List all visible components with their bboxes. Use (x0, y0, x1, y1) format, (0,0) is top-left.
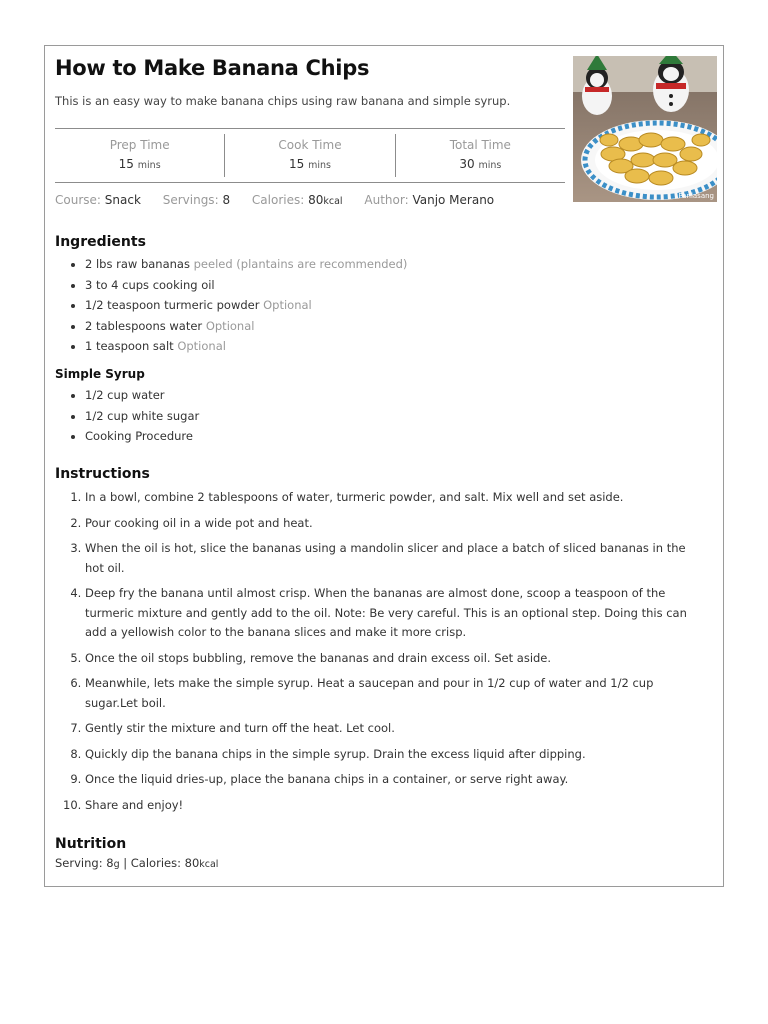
instruction-step: 7. Gently stir the mixture and turn off the heat. Let cool. (85, 719, 700, 739)
course-value: Snack (104, 193, 141, 207)
instruction-step: 9. Once the liquid dries-up, place the banana chips in a container, or serve right away. (85, 770, 700, 790)
ingredient-text: 1 teaspoon salt (85, 339, 174, 353)
instruction-step: 3. When the oil is hot, slice the bananas using a mandolin slicer and place a batch of sliced bananas in the hot oil. (85, 539, 700, 578)
nutrition-calories-label: Calories: (130, 856, 181, 870)
total-time (395, 134, 565, 177)
serving-unit: g (113, 859, 120, 870)
prep-time-unit: mins (137, 160, 161, 171)
ingredient-item (85, 275, 407, 296)
instruction-step: 5. Once the oil stops bubbling, remove the bananas and drain excess oil. Set aside. (85, 649, 700, 669)
ingredients-section (55, 234, 407, 357)
ingredient-item (85, 254, 407, 275)
prep-time-label: Prep Time (109, 138, 170, 152)
instruction-step: 2. Pour cooking oil in a wide pot and heat. (85, 514, 700, 534)
calories-unit: kcal (323, 196, 343, 207)
calories-label: Calories: (251, 193, 305, 207)
cook-time-value: 15 (289, 157, 305, 171)
instruction-step: 1. In a bowl, combine 2 tablespoons of water, turmeric powder, and salt. Mix well and set aside. (85, 488, 700, 508)
servings-value: 8 (222, 193, 231, 207)
syrup-section (55, 367, 199, 447)
nutrition-section (55, 836, 218, 870)
instruction-step: 8. Quickly dip the banana chips in the simple syrup. Drain the excess liquid after dipping. (85, 745, 700, 765)
total-time-unit: mins (478, 160, 502, 171)
recipe-card (44, 45, 724, 887)
syrup-item: • 1/2 cup water (85, 385, 199, 406)
ingredient-note: Optional (177, 339, 226, 353)
nutrition-calories-value: 80 (184, 856, 200, 870)
nutrition-separator: | (123, 856, 128, 870)
syrup-list (55, 385, 199, 447)
syrup-item: • 1/2 cup white sugar (85, 406, 199, 427)
ingredient-text: 2 lbs raw bananas (85, 257, 190, 271)
total-time-label: Total Time (449, 138, 511, 152)
recipe-photo (573, 56, 717, 202)
ingredient-text: 1/2 teaspoon turmeric powder (85, 298, 260, 312)
ingredients-list (55, 254, 407, 357)
syrup-heading: Simple Syrup (55, 367, 145, 381)
instructions-list (55, 488, 700, 815)
ingredient-note: Optional (263, 298, 312, 312)
prep-time (55, 129, 224, 182)
ingredient-item (85, 336, 407, 357)
cook-time-unit: mins (308, 160, 331, 171)
ingredient-text: 2 tablespoons water (85, 318, 203, 333)
instructions-heading: Instructions (55, 466, 150, 482)
ingredients-heading: Ingredients (55, 234, 146, 250)
instruction-step: 10. Share and enjoy! (85, 796, 700, 816)
instruction-step: 4. Deep fry the banana until almost crisp. When the bananas are almost done, scoop a teaspoon of the turmeric mixture and gently add to the oil. Note: Be very careful. This is an optional step. Doing this can add a yellowish color to the banana slices and make it more crisp. (85, 584, 700, 643)
recipe-meta (55, 193, 512, 207)
ingredient-text: 3 to 4 cups cooking oil (85, 277, 215, 292)
nutrition-facts (55, 856, 218, 870)
ingredient-note: peeled (plantains are recommended) (193, 257, 408, 271)
recipe-times (55, 128, 565, 183)
ingredient-item (85, 295, 407, 316)
ingredient-note: Optional (205, 318, 255, 333)
nutrition-heading: Nutrition (55, 836, 127, 852)
cook-time (224, 134, 394, 177)
ingredient-item (85, 316, 407, 337)
total-time-value: 30 (459, 157, 475, 171)
syrup-item: • Cooking Procedure (85, 426, 199, 447)
photo-credit: Panlasang (678, 192, 714, 200)
nutrition-calories-unit: kcal (199, 859, 219, 870)
recipe-summary: This is an easy way to make banana chips using raw banana and simple syrup. (55, 94, 511, 108)
calories-value: 80 (308, 193, 324, 207)
course-label: Course: (55, 193, 101, 207)
serving-value: 8 (106, 856, 114, 870)
servings-label: Servings: (162, 193, 219, 207)
recipe-title: How to Make Banana Chips (55, 56, 370, 80)
cook-time-label: Cook Time (278, 138, 342, 152)
author-label: Author: (364, 193, 409, 207)
prep-time-value: 15 (118, 157, 134, 171)
instructions-section (55, 466, 700, 821)
author-value: Vanjo Merano (412, 193, 495, 207)
instruction-step: 6. Meanwhile, lets make the simple syrup. Heat a saucepan and pour in 1/2 cup of water and 1/2 cup sugar.Let boil. (85, 674, 700, 713)
serving-label: Serving: (55, 856, 103, 870)
